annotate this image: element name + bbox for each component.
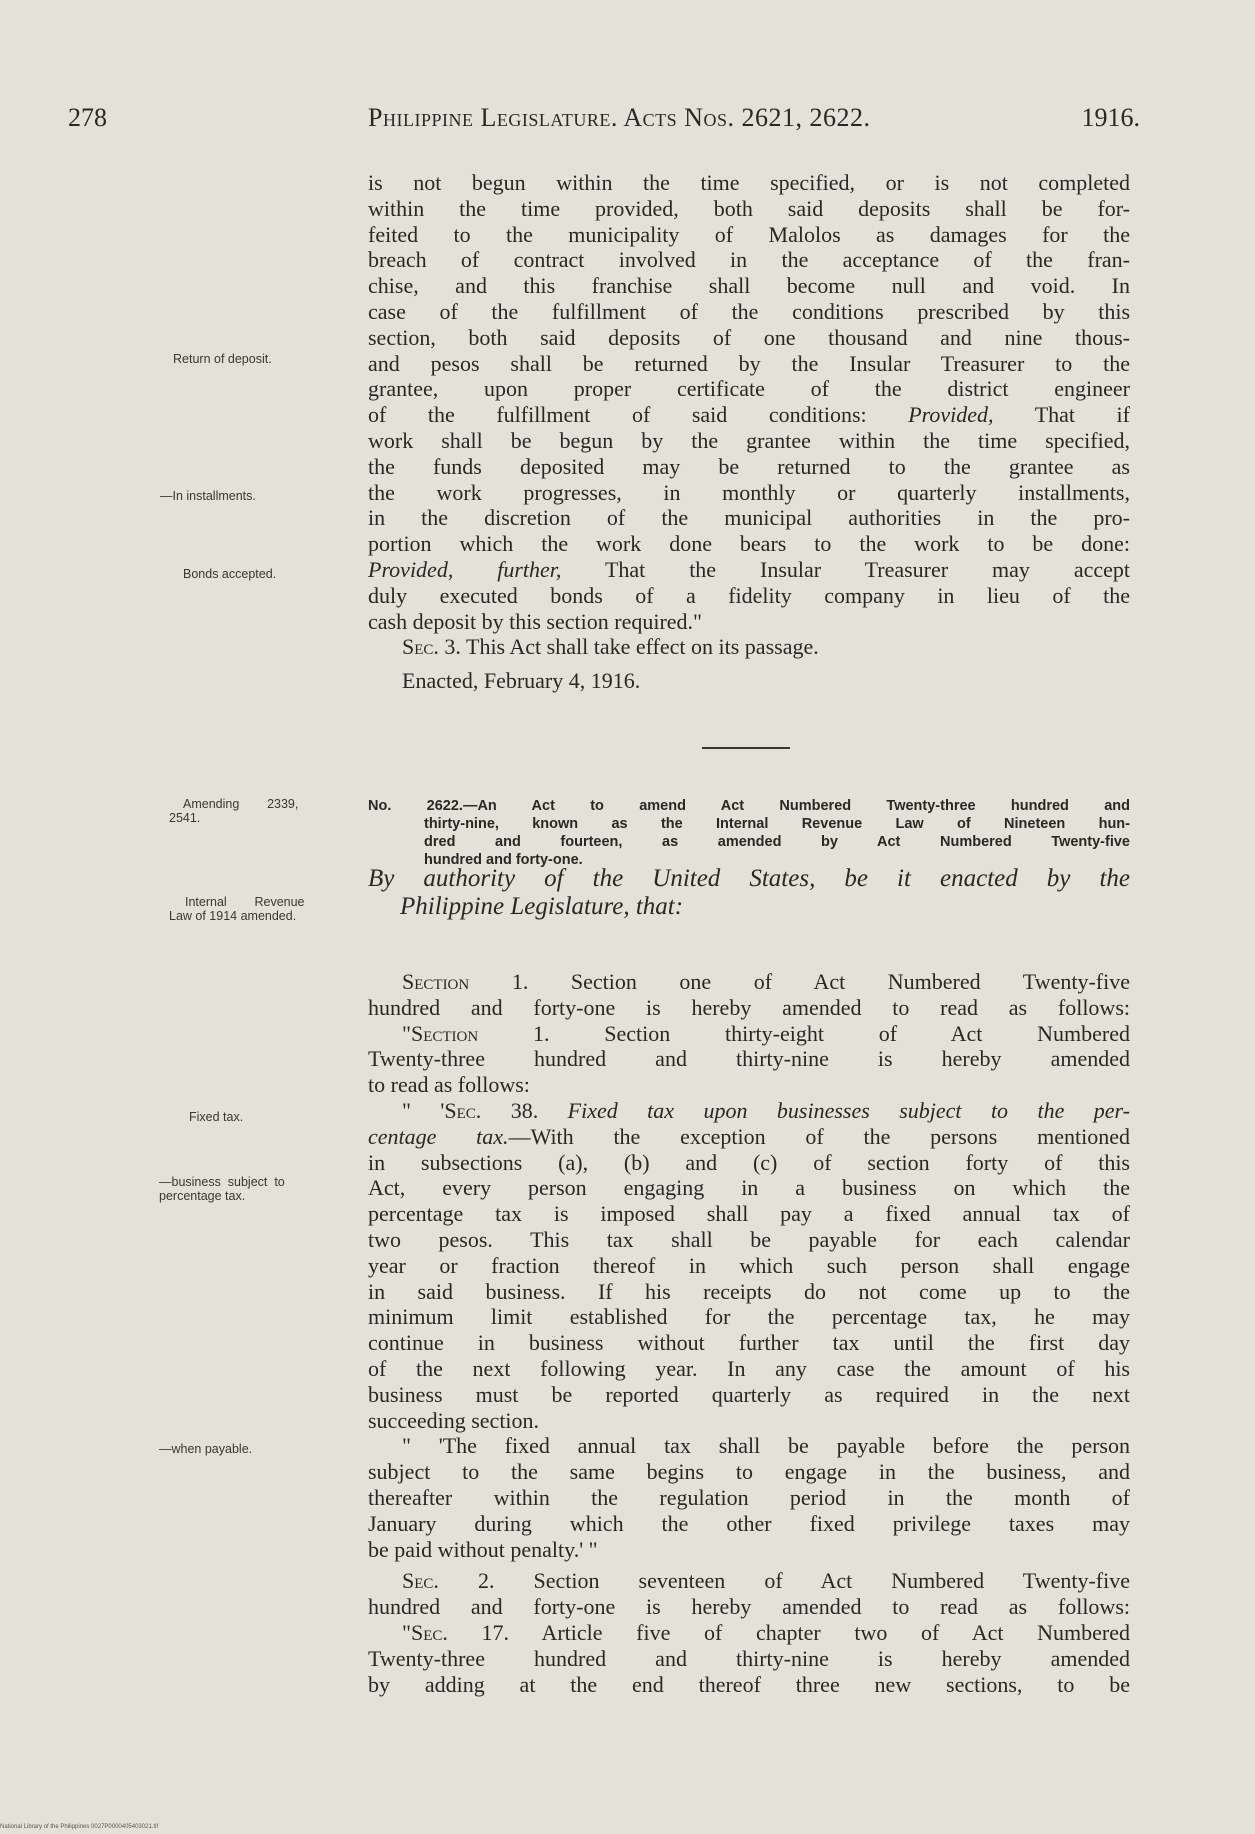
page-header <box>68 103 1140 143</box>
act-2622-body <box>368 969 1130 1697</box>
enacting-clause <box>368 865 1130 921</box>
text-line: two pesos. This tax shall be payable for each calendar <box>368 1226 1130 1252</box>
text-line: " 'The fixed annual tax shall be payable before the person <box>402 1433 1130 1459</box>
text-line: Twenty-three hundred and thirty-nine is hereby amended <box>368 1046 1130 1072</box>
running-head-year: 1916. <box>1081 103 1140 132</box>
text-line: of the fulfillment of said conditions: Provided, That if <box>368 402 1130 428</box>
text-line: Provided, further, That the Insular Treasurer may accept <box>368 556 1130 582</box>
act-title-line: No. 2622.—An Act to amend Act Numbered Twenty-three hundred and <box>368 798 1130 814</box>
text-line: work shall be begun by the grantee within the time specified, <box>368 427 1130 453</box>
text-line: cash deposit by this section required." <box>368 608 703 634</box>
text-line: minimum limit established for the percentage tax, he may <box>368 1304 1130 1330</box>
text-line: in said business. If his receipts do not come up to the <box>368 1278 1130 1304</box>
enacting-line: By authority of the United States, be it enacted by the <box>368 865 1130 892</box>
act-2621-continuation <box>368 170 1130 694</box>
margin-note-internal-revenue-2: Law of 1914 amended. <box>169 909 297 923</box>
text-line: January during which the other fixed privilege taxes may <box>368 1510 1130 1536</box>
running-head: Philippine Legislature. Acts Nos. 2621, 2622. <box>368 103 871 132</box>
text-line: within the time provided, both said deposits shall be for- <box>368 195 1130 221</box>
section-17-heading: "Sec. 17. Article five of chapter two of Act Numbered <box>402 1619 1130 1645</box>
text-line: of the next following year. In any case the amount of his <box>368 1355 1130 1381</box>
text-line: subject to the same begins to engage in the business, and <box>368 1459 1130 1485</box>
section-3: Sec. 3. This Act shall take effect on its passage. <box>402 634 819 660</box>
text-line: case of the fulfillment of the conditions prescribed by this <box>368 298 1130 324</box>
margin-note-business-subject: —business subject to <box>159 1175 285 1189</box>
text-line: hundred and forty-one is hereby amended to read as follows: <box>368 1594 1130 1620</box>
act-2622-title <box>368 797 1130 869</box>
text-line: in the discretion of the municipal authorities in the pro- <box>368 505 1130 531</box>
text-line: year or fraction thereof in which such person shall engage <box>368 1252 1130 1278</box>
provided-proviso: Provided, <box>908 402 994 428</box>
margin-note-when-payable: —when payable. <box>159 1442 253 1456</box>
text-line: chise, and this franchise shall become null and void. In <box>368 273 1130 299</box>
text-line: portion which the work done bears to the work to be done: <box>368 531 1130 557</box>
section-38-heading: " 'Sec. 38. Fixed tax upon businesses subject to the per- <box>402 1097 1130 1123</box>
text-line: succeeding section. <box>368 1407 540 1433</box>
text-line: the work progresses, in monthly or quarterly installments, <box>368 479 1130 505</box>
enacting-line: Philippine Legislature, that: <box>400 893 684 920</box>
margin-note-internal-revenue: Internal Revenue <box>185 895 305 909</box>
text-line: and pesos shall be returned by the Insular Treasurer to the <box>368 350 1130 376</box>
margin-note-bonds-accepted: Bonds accepted. <box>183 567 277 581</box>
text-line: feited to the municipality of Malolos as damages for the <box>368 221 1130 247</box>
text-line: Act, every person engaging in a business on which the <box>368 1175 1130 1201</box>
act-title-line: hundred and forty-one. <box>424 852 583 868</box>
text-line: centage tax.—With the exception of the persons mentioned <box>368 1123 1130 1149</box>
text-line: be paid without penalty.' " <box>368 1536 598 1562</box>
text-line: breach of contract involved in the acceptance of the fran- <box>368 247 1130 273</box>
section-divider <box>702 747 790 749</box>
text-line: in subsections (a), (b) and (c) of section forty of this <box>368 1149 1130 1175</box>
text-line: business must be reported quarterly as required in the next <box>368 1381 1130 1407</box>
text-line: thereafter within the regulation period in the month of <box>368 1484 1130 1510</box>
provided-further-proviso: Provided, further, <box>368 556 562 582</box>
text-line: is not begun within the time specified, or is not completed <box>368 170 1130 195</box>
enacted-date: Enacted, February 4, 1916. <box>402 668 641 694</box>
quoted-section-1: "Section 1. Section thirty-eight of Act Numbered <box>402 1020 1130 1046</box>
text-line: grantee, upon proper certificate of the district engineer <box>368 376 1130 402</box>
text-line: continue in business without further tax until the first day <box>368 1330 1130 1356</box>
margin-note-fixed-tax: Fixed tax. <box>189 1110 244 1124</box>
text-line: hundred and forty-one is hereby amended to read as follows: <box>368 994 1130 1020</box>
text-line: to read as follows: <box>368 1072 530 1098</box>
archive-stamp: National Library of the Philippines 0027P0000405403021.tif <box>0 1824 159 1830</box>
section-1: Section 1. Section one of Act Numbered Twenty-five <box>402 969 1130 994</box>
section-2: Sec. 2. Section seventeen of Act Numbered Twenty-five <box>402 1568 1130 1594</box>
act-title-line: dred and fourteen, as amended by Act Numbered Twenty-five <box>424 834 1130 850</box>
margin-note-business-subject-2: percentage tax. <box>159 1189 246 1203</box>
text-line: the funds deposited may be returned to the grantee as <box>368 453 1130 479</box>
margin-note-return-of-deposit: Return of deposit. <box>173 352 272 366</box>
text-line: duly executed bonds of a fidelity company in lieu of the <box>368 582 1130 608</box>
text-line: by adding at the end thereof three new sections, to be <box>368 1671 1130 1697</box>
page-number: 278 <box>68 103 107 132</box>
act-title-line: thirty-nine, known as the Internal Revenue Law of Nineteen hun- <box>424 816 1130 832</box>
margin-note-in-installments: —In installments. <box>160 489 256 503</box>
text-line: percentage tax is imposed shall pay a fixed annual tax of <box>368 1201 1130 1227</box>
text-line: Twenty-three hundred and thirty-nine is hereby amended <box>368 1645 1130 1671</box>
text-line: section, both said deposits of one thousand and nine thous- <box>368 324 1130 350</box>
margin-note-amending: Amending 2339, <box>183 797 299 811</box>
margin-note-amending-2: 2541. <box>169 811 201 825</box>
